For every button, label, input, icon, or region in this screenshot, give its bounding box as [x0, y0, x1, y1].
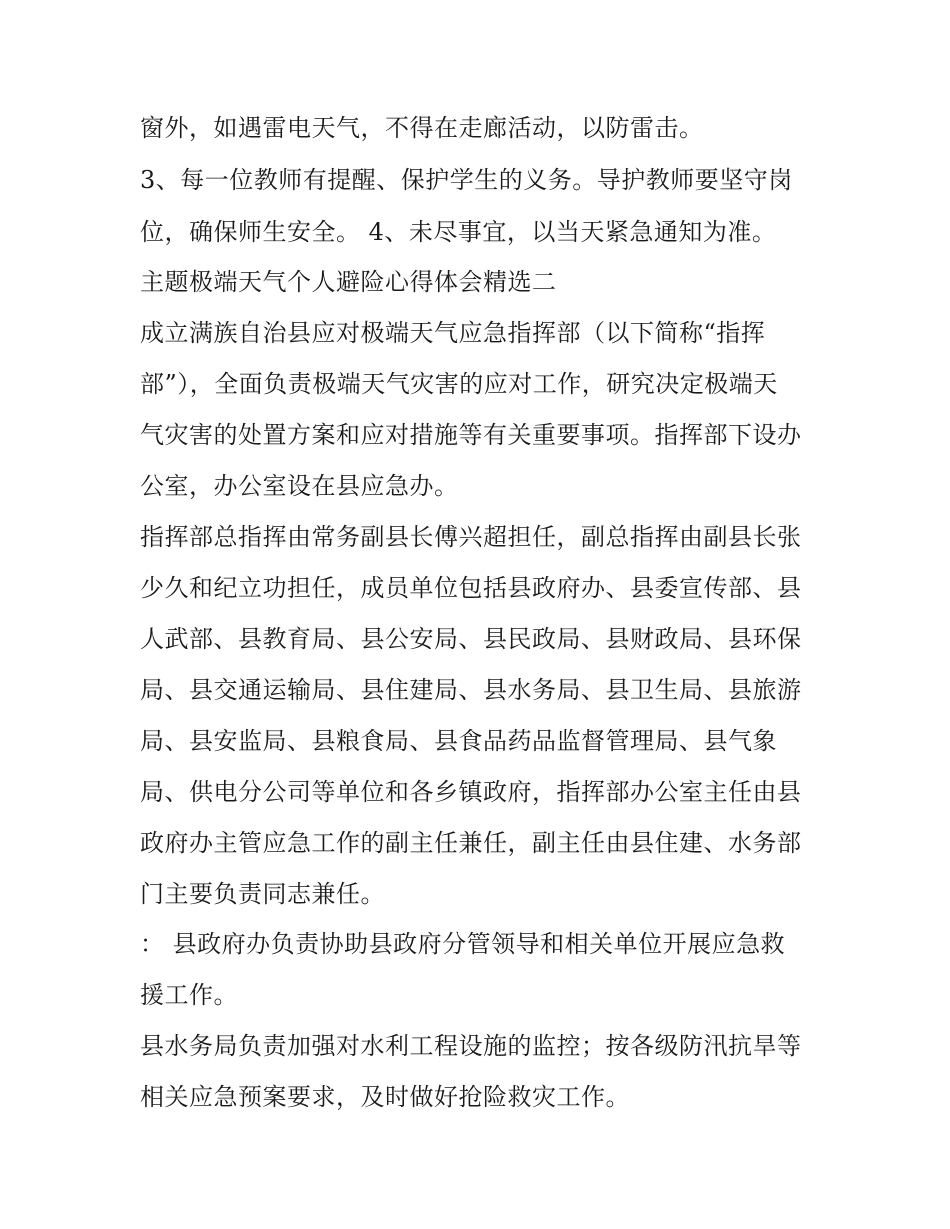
text-line: 门主要负责同志兼任。 [140, 880, 385, 908]
text-line: 部”），全面负责极端天气灾害的应对工作，研究决定极端天 [140, 370, 778, 398]
text-line: 指挥部总指挥由常务副县长傅兴超担任，副总指挥由副县长张 [140, 523, 802, 551]
text-line: 气灾害的处置方案和应对措施等有关重要事项。指挥部下设办 [140, 421, 802, 449]
text-line: 少久和纪立功担任，成员单位包括县政府办、县委宣传部、县 [140, 574, 802, 602]
text-line: 人武部、县教育局、县公安局、县民政局、县财政局、县环保 [140, 625, 802, 653]
text-line: 局、县交通运输局、县住建局、县水务局、县卫生局、县旅游 [140, 676, 802, 704]
text-line: 援工作。 [140, 981, 238, 1009]
text-line: ： 县政府办负责协助县政府分管领导和相关单位开展应急救 [140, 930, 786, 958]
text-line: 窗外，如遇雷电天气，不得在走廊活动，以防雷击。 [140, 114, 704, 142]
text-line: 成立满族自治县应对极端天气应急指挥部（以下简称“指挥 [140, 319, 766, 347]
text-line: 政府办主管应急工作的副主任兼任，副主任由县住建、水务部 [140, 829, 802, 857]
text-line: 局、县安监局、县粮食局、县食品药品监督管理局、县气象 [140, 727, 777, 755]
section-heading: 主题极端天气个人避险心得体会精选二 [140, 268, 557, 296]
text-line: 相关应急预案要求，及时做好抢险救灾工作。 [140, 1083, 630, 1111]
text-line: 县水务局负责加强对水利工程设施的监控；按各级防汛抗旱等 [140, 1032, 802, 1060]
text-line: 位，确保师生安全。 4、未尽事宜，以当天紧急通知为准。 [140, 218, 777, 246]
text-line: 3、每一位教师有提醒、保护学生的义务。导护教师要坚守岗 [140, 166, 793, 194]
text-line: 公室，办公室设在县应急办。 [140, 472, 459, 500]
text-line: 局、供电分公司等单位和各乡镇政府，指挥部办公室主任由县 [140, 778, 802, 806]
